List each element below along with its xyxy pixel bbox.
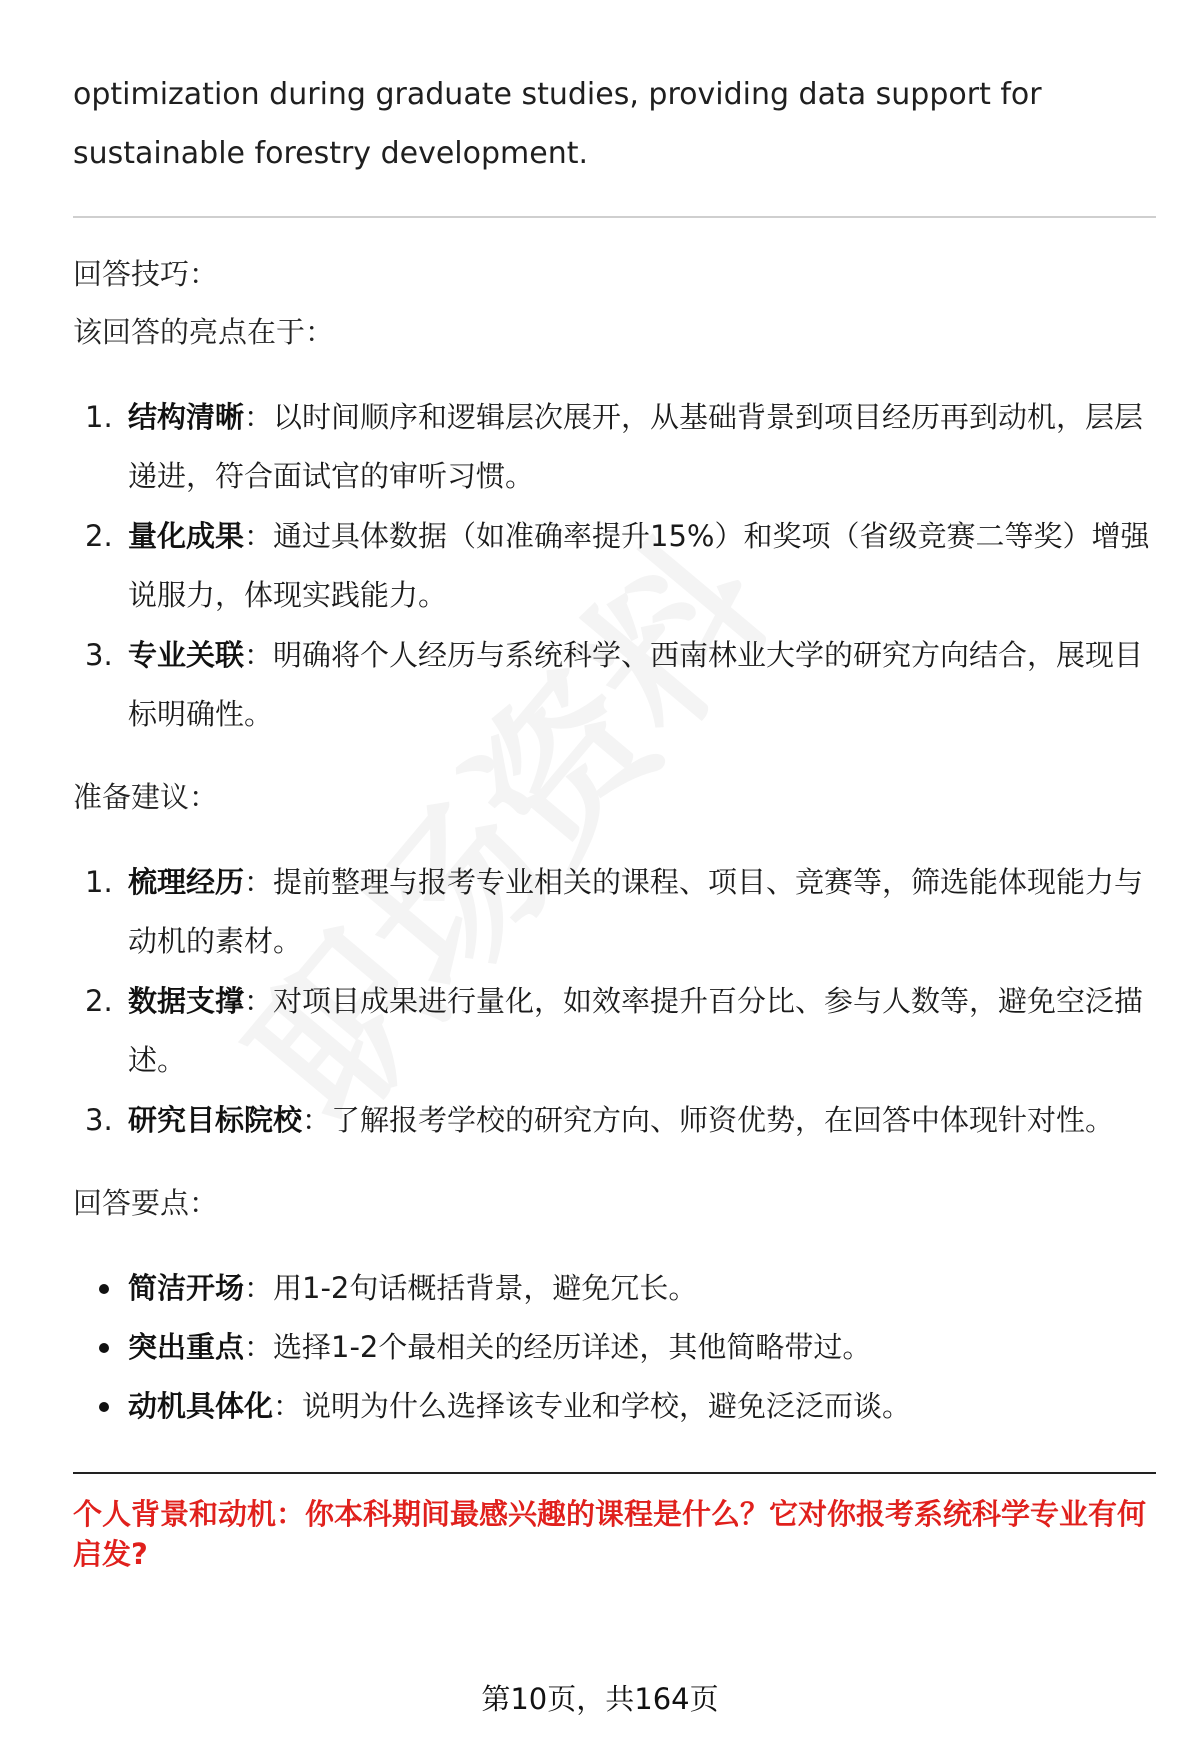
list-item (73, 388, 1156, 506)
prep-label: 准备建议： (73, 780, 219, 814)
item-term: 研究目标院校 (128, 1103, 303, 1137)
page-number: 第10页，共164页 (481, 1682, 719, 1716)
list-item (73, 1091, 1156, 1150)
divider (73, 216, 1156, 218)
intro-line: sustainable forestry development. (73, 136, 589, 171)
document-page (73, 0, 1156, 1574)
list-item (73, 1377, 1156, 1436)
item-term: 结构清晰 (128, 400, 245, 434)
intro-paragraph (73, 65, 1156, 183)
item-term: 量化成果 (128, 519, 245, 553)
list-item (73, 972, 1156, 1090)
item-text: ：明确将个人经历与系统科学、西南林业大学的研究方向结合，展现目标明确性。 (128, 638, 1144, 731)
item-text: ：提前整理与报考专业相关的课程、项目、竞赛等，筛选能体现能力与动机的素材。 (128, 865, 1144, 958)
item-term: 专业关联 (128, 638, 245, 672)
item-term: 数据支撑 (128, 984, 245, 1018)
intro-line: optimization during graduate studies, providing data support for (73, 77, 1042, 112)
item-number: 2. (85, 984, 113, 1018)
item-number: 3. (85, 638, 113, 672)
list-item (73, 507, 1156, 625)
bullet-icon (99, 1284, 109, 1294)
highlights-list (73, 388, 1156, 744)
list-item (73, 1318, 1156, 1377)
item-text: ：以时间顺序和逻辑层次展开，从基础背景到项目经历再到动机，层层递进，符合面试官的审听习惯。 (128, 400, 1144, 493)
item-text: ：通过具体数据（如准确率提升15%）和奖项（省级竞赛二等奖）增强说服力，体现实践能力。 (128, 519, 1150, 612)
item-text: ：用1-2句话概括背景，避免冗长。 (244, 1271, 698, 1305)
item-term: 梳理经历 (128, 865, 245, 899)
answer-tips-label: 回答技巧： (73, 257, 219, 291)
item-text: ：了解报考学校的研究方向、师资优势，在回答中体现针对性。 (302, 1103, 1115, 1137)
list-item (73, 853, 1156, 971)
divider (73, 1472, 1156, 1474)
bullet-icon (99, 1343, 109, 1353)
item-term: 动机具体化 (128, 1389, 274, 1423)
list-item (73, 626, 1156, 744)
item-text: ：对项目成果进行量化，如效率提升百分比、参与人数等，避免空泛描述。 (128, 984, 1144, 1077)
prep-list (73, 853, 1156, 1150)
points-label: 回答要点： (73, 1186, 219, 1220)
next-question-heading: 个人背景和动机：你本科期间最感兴趣的课程是什么？它对你报考系统科学专业有何启发? (73, 1497, 1147, 1571)
item-text: ：选择1-2个最相关的经历详述，其他简略带过。 (244, 1330, 872, 1364)
item-number: 1. (85, 865, 113, 899)
bullet-icon (99, 1402, 109, 1412)
highlights-label: 该回答的亮点在于： (73, 315, 335, 349)
item-number: 3. (85, 1103, 113, 1137)
item-text: ：说明为什么选择该专业和学校，避免泛泛而谈。 (273, 1389, 912, 1423)
answer-tips-section (73, 245, 1156, 361)
list-item (73, 1259, 1156, 1318)
points-list (73, 1259, 1156, 1436)
item-term: 突出重点 (128, 1330, 245, 1364)
item-number: 1. (85, 400, 113, 434)
item-number: 2. (85, 519, 113, 553)
item-term: 简洁开场 (128, 1271, 245, 1305)
